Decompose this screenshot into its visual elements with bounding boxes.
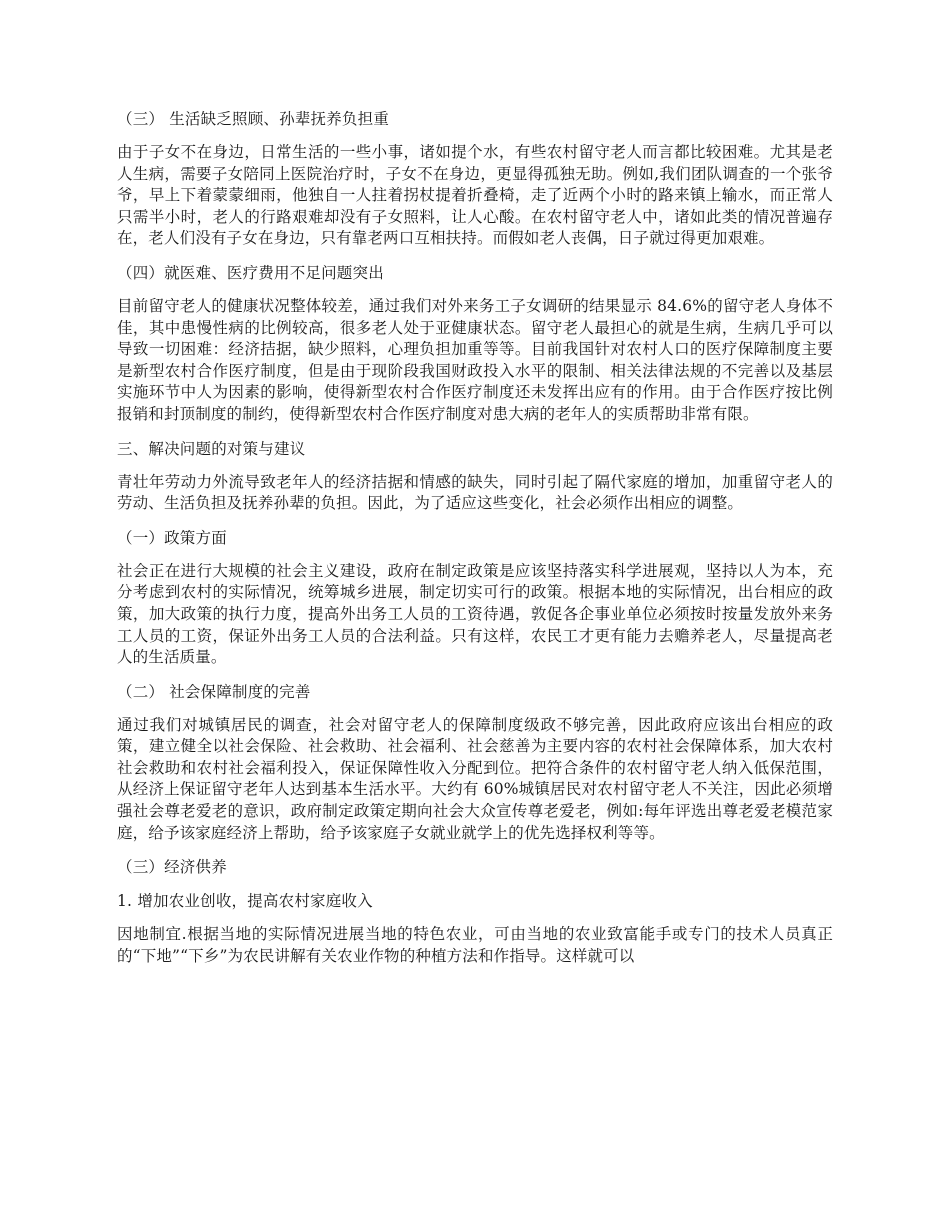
subsection-heading-agriculture-income: 1. 增加农业创收，提高农村家庭收入 [117,892,373,911]
paragraph-solutions-intro: 青壮年劳动力外流导致老年人的经济拮据和情感的缺失，同时引起了隔代家庭的增加，加重留守老人的劳动、生活负担及抚养孙辈的负担。因此，为了适应这些变化，社会必须作出相应的调整。 [117,472,833,513]
paragraph-medical: 目前留守老人的健康状况整体较差，通过我们对外来务工子女调研的结果显示 84.6%的留守老人身体不佳，其中患慢性病的比例较高，很多老人处于亚健康状态。留守老人最担心的就是生病，生病几乎可以导致一切困难：经济拮据，缺少照料，心理负担加重等等。目前我国针对农村人口的医疗保障制度主要是新型农村合作医疗制度，但是由于现阶段我国财政投入水平的限制、相关法律法规的不完善以及基层实施环节中人为因素的影响，使得新型农村合作医疗制度还未发挥出应有的作用。由于合作医疗按比例报销和封顶制度的制约，使得新型农村合作医疗制度对患大病的老年人的实质帮助非常有限。 [117,296,833,423]
section-heading-policy: （一）政策方面 [117,528,227,547]
document-page [117,108,833,967]
section-heading-social-security: （二） 社会保障制度的完善 [117,682,311,701]
paragraph-policy: 社会正在进行大规模的社会主义建设，政府在制定政策是应该坚持落实科学进展观，坚持以人为本，充分考虑到农村的实际情况，统筹城乡进展，制定切实可行的政策。根据本地的实际情况，出台相应的政策，加大政策的执行力度，提高外出务工人员的工资待遇，敦促各企事业单位必须按时按量发放外来务工人员的工资，保证外出务工人员的合法利益。只有这样，农民工才更有能力去赡养老人，尽量提高老人的生活质量。 [117,561,833,667]
section-heading-medical: （四）就医难、医疗费用不足问题突出 [117,263,384,282]
paragraph-social-security: 通过我们对城镇居民的调查，社会对留守老人的保障制度级政不够完善，因此政府应该出台相应的政策，建立健全以社会保险、社会救助、社会福利、社会慈善为主要内容的农村社会保障体系，加大农村社会救助和农村社会福利投入，保证保障性收入分配到位。把符合条件的农村留守老人纳入低保范围，从经济上保证留守老年人达到基本生活水平。大约有 60%城镇居民对农村留守老人不关注，因此必须增强社会尊老爱老的意识，政府制定政策定期向社会大众宣传尊老爱老，例如:每年评选出尊老爱老模范家庭，给予该家庭经济上帮助，给予该家庭子女就业就学上的优先选择权利等等。 [117,715,833,842]
section-heading-solutions: 三、解决问题的对策与建议 [117,439,306,458]
paragraph-agriculture-income: 因地制宜.根据当地的实际情况进展当地的特色农业，可由当地的农业致富能手或专门的技术人员真正的“下地”“下乡”为农民讲解有关农业作物的种植方法和作指导。这样就可以 [117,925,833,965]
section-heading-economic-support: （三）经济供养 [117,858,227,877]
section-heading-living-care: （三） 生活缺乏照顾、孙辈抚养负担重 [117,110,390,128]
paragraph-living-care: 由于子女不在身边，日常生活的一些小事，诸如提个水，有些农村留守老人而言都比较困难。尤其是老人生病，需要子女陪同上医院治疗时，子女不在身边，更显得孤独无助。例如,我们团队调查的一个张爷爷，早上下着蒙蒙细雨，他独自一人拄着拐杖提着折叠椅，走了近两个小时的路来镇上输水，而正常人只需半小时，老人的行路艰难却没有子女照料，让人心酸。在农村留守老人中，诸如此类的情况普遍存在，老人们没有子女在身边，只有靠老两口互相扶持。而假如老人丧偶，日子就过得更加艰难。 [117,143,833,248]
